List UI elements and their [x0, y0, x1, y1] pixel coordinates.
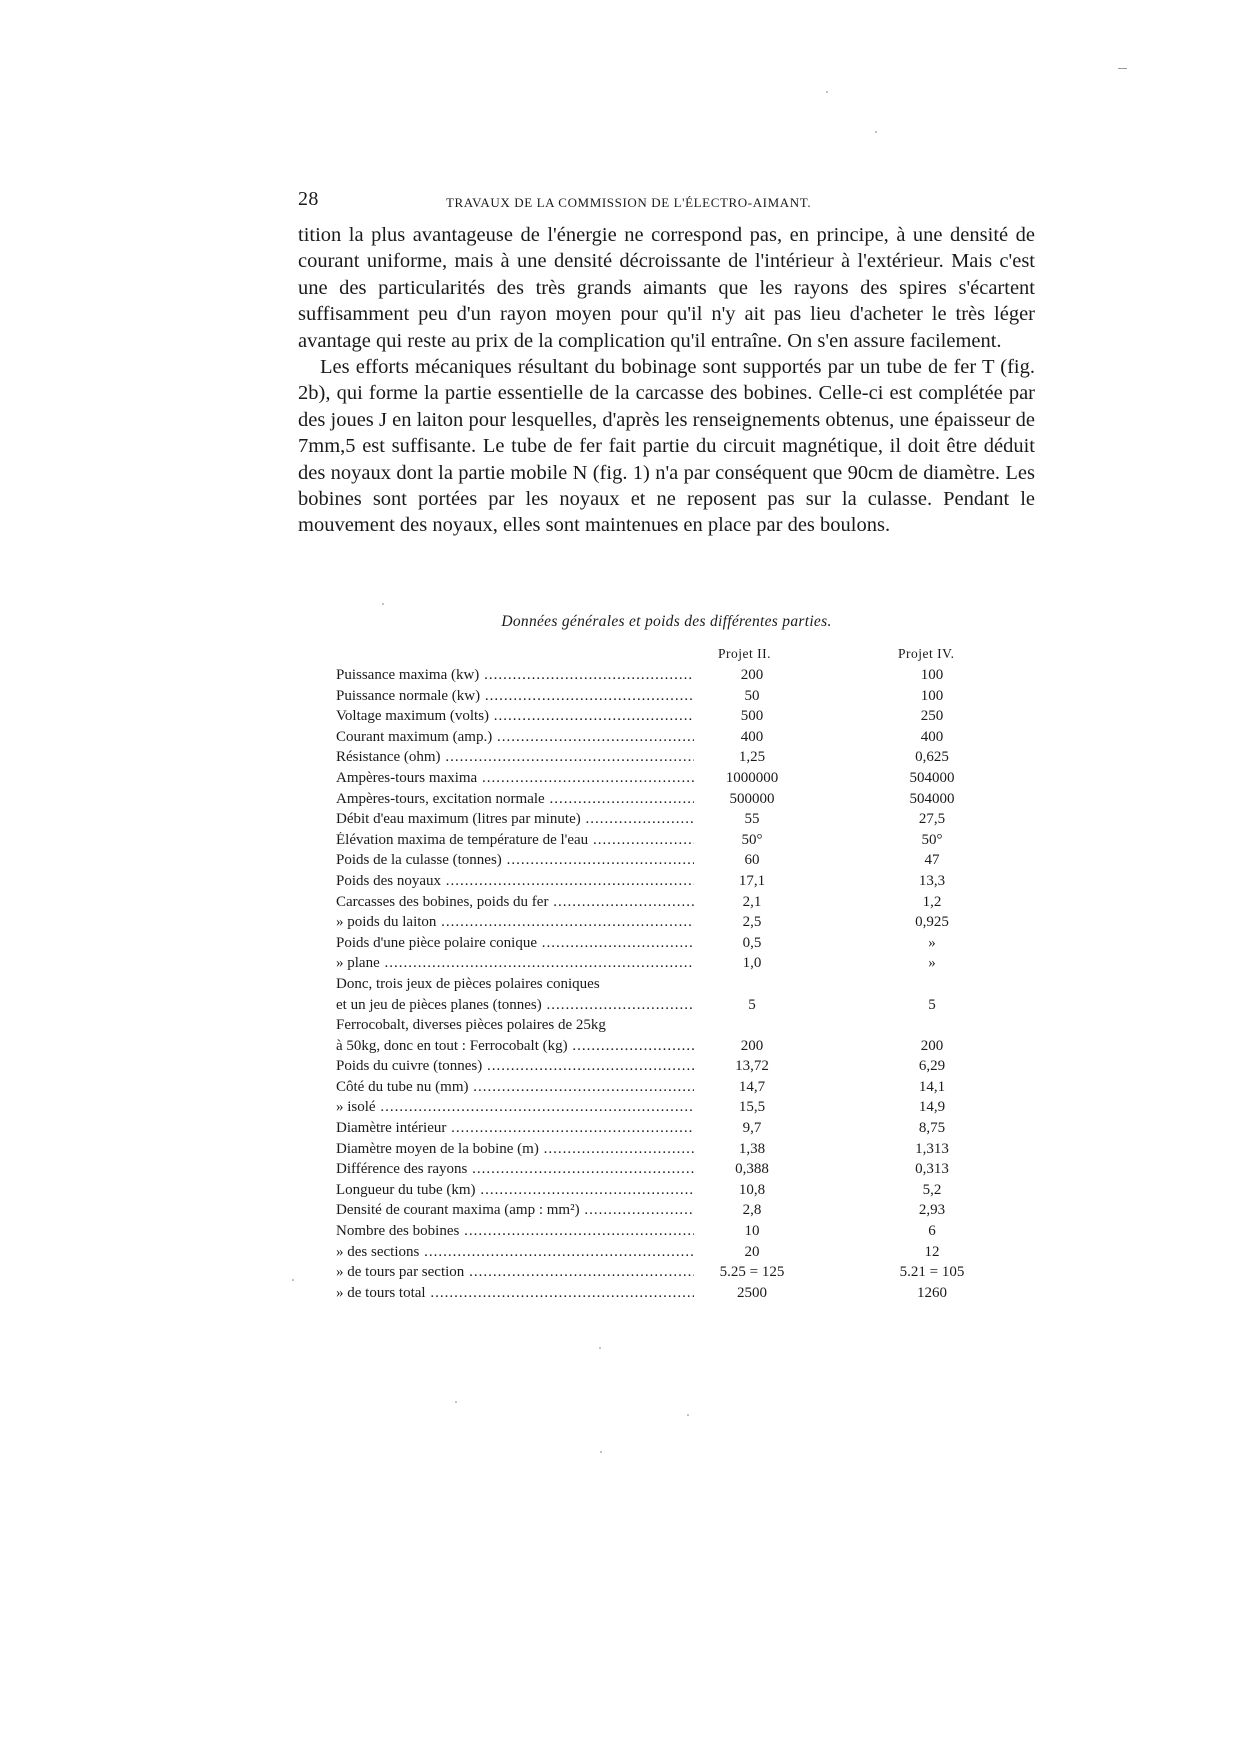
value-projet-4: 0,313 — [915, 1161, 949, 1178]
value-projet-4: 8,75 — [918, 1120, 946, 1137]
value-projet-4: 14,1 — [918, 1078, 946, 1095]
value-projet-2: 1,0 — [742, 955, 762, 972]
row-label: Résistance (ohm) ..... — [336, 749, 694, 766]
row-label: Poids d'une pièce polaire conique ..... — [336, 935, 694, 952]
column-header-projet-2: Projet II. — [718, 646, 771, 661]
value-projet-4: 100 — [920, 667, 944, 683]
value-projet-2: 0,388 — [735, 1161, 769, 1178]
value-projet-4: 1,313 — [915, 1140, 949, 1157]
value-projet-2: 0,5 — [742, 934, 762, 951]
value-projet-4: 47 — [924, 852, 940, 869]
value-projet-2: 5 — [748, 996, 756, 1013]
value-projet-4: 200 — [920, 1037, 944, 1054]
value-projet-4: » — [928, 955, 936, 972]
value-projet-2: 13,72 — [735, 1058, 769, 1075]
row-label: Puissance normale (kw) ..... — [336, 688, 694, 705]
row-label: Poids du cuivre (tonnes) ..... — [336, 1058, 694, 1075]
value-projet-2: 1,38 — [738, 1140, 766, 1157]
row-label: Nombre des bobines ..... — [336, 1223, 694, 1240]
value-projet-2: 200 — [740, 1037, 764, 1054]
value-projet-2: 17,1 — [738, 872, 766, 889]
row-label: Ferrocobalt, diverses pièces polaires de 25kg — [336, 1017, 606, 1034]
value-projet-4: 0,925 — [915, 914, 949, 931]
row-label: Longueur du tube (km) ..... — [336, 1182, 694, 1199]
row-label: Donc, trois jeux de pièces polaires coniques — [336, 975, 600, 992]
row-label: » plane ..... — [336, 955, 694, 972]
row-label: et un jeu de pièces planes (tonnes) ..... — [336, 997, 694, 1014]
value-projet-2: 2500 — [737, 1284, 767, 1301]
value-projet-2: 5.25 = 125 — [719, 1264, 785, 1281]
value-projet-2: 50° — [741, 831, 763, 848]
row-label: Poids des noyaux ..... — [336, 873, 694, 890]
value-projet-4: 5,2 — [922, 1181, 942, 1198]
value-projet-2: 500 — [740, 708, 764, 725]
row-label: Diamètre intérieur ..... — [336, 1120, 694, 1137]
value-projet-4: 0,625 — [915, 749, 949, 766]
value-projet-2: 15,5 — [738, 1099, 766, 1116]
value-projet-4: 6 — [928, 1223, 936, 1240]
value-projet-2: 55 — [744, 811, 760, 828]
row-label: » de tours total ..... — [336, 1285, 694, 1302]
value-projet-4: 50° — [921, 831, 943, 848]
value-projet-4: 5 — [928, 996, 936, 1013]
value-projet-4: 5.21 = 105 — [899, 1264, 965, 1281]
row-label: Débit d'eau maximum (litres par minute) ..... — [336, 811, 694, 828]
row-label: Voltage maximum (volts) ..... — [336, 708, 694, 725]
value-projet-2: 10,8 — [738, 1181, 766, 1198]
table-caption: Données générales et poids des différentes parties. — [501, 613, 832, 630]
row-label: Côté du tube nu (mm) ..... — [336, 1079, 694, 1096]
column-header-projet-4: Projet IV. — [898, 646, 955, 661]
value-projet-2: 14,7 — [738, 1078, 766, 1095]
row-label: Densité de courant maxima (amp : mm²) ..... — [336, 1202, 694, 1219]
value-projet-4: 100 — [920, 687, 944, 704]
value-projet-2: 60 — [744, 852, 760, 869]
row-label: » isolé ..... — [336, 1099, 694, 1116]
value-projet-4: 250 — [920, 708, 944, 725]
running-title: TRAVAUX DE LA COMMISSION DE L'ÉLECTRO-AIMANT. — [446, 195, 812, 210]
row-label: » des sections ..... — [336, 1244, 694, 1261]
value-projet-2: 400 — [740, 728, 764, 745]
value-projet-2: 2,5 — [742, 914, 762, 931]
value-projet-2: 200 — [740, 667, 764, 683]
value-projet-2: 50 — [744, 687, 760, 704]
value-projet-4: 400 — [920, 728, 944, 745]
value-projet-4: 14,9 — [918, 1099, 946, 1116]
row-label: Courant maximum (amp.) ..... — [336, 729, 694, 746]
value-projet-2: 9,7 — [742, 1120, 762, 1137]
row-label: à 50kg, donc en tout : Ferrocobalt (kg) ..... — [336, 1038, 694, 1055]
value-projet-2: 10 — [744, 1223, 760, 1240]
value-projet-4: 1,2 — [922, 893, 942, 910]
value-projet-4: 6,29 — [918, 1058, 946, 1075]
page-number: 28 — [298, 188, 319, 210]
value-projet-4: 1260 — [917, 1284, 947, 1301]
value-projet-4: 27,5 — [918, 811, 946, 828]
value-projet-4: 13,3 — [918, 872, 946, 889]
value-projet-2: 2,1 — [742, 893, 762, 910]
value-projet-4: 504000 — [909, 790, 955, 807]
row-label: Diamètre moyen de la bobine (m) ..... — [336, 1141, 694, 1158]
row-label: Élévation maxima de température de l'eau ..... — [336, 832, 694, 849]
row-label: » de tours par section ..... — [336, 1264, 694, 1281]
row-label: Ampères-tours maxima ..... — [336, 770, 694, 787]
value-projet-2: 1000000 — [725, 769, 779, 786]
row-label: Poids de la culasse (tonnes) ..... — [336, 852, 694, 869]
row-label: Ampères-tours, excitation normale ..... — [336, 791, 694, 808]
row-label: Carcasses des bobines, poids du fer ..... — [336, 894, 694, 911]
row-label: » poids du laiton ..... — [336, 914, 694, 931]
value-projet-4: 12 — [924, 1243, 940, 1260]
value-projet-2: 20 — [744, 1243, 760, 1260]
row-label: Différence des rayons ..... — [336, 1161, 694, 1178]
value-projet-4: 2,93 — [918, 1202, 946, 1219]
value-projet-4: 504000 — [909, 769, 955, 786]
row-label: Puissance maxima (kw) ..... — [336, 667, 694, 684]
paragraph-2: Les efforts mécaniques résultant du bobinage sont supportés par un tube de fer T (fig. 2b), qui forme la partie essentielle de la carcasse des bobines. Celle-ci est complétée par des joues J en laiton pour lesquelles, d'après les renseignements obtenus, une épaisseur de 7mm,5 est suffisante. Le tube de fer fait partie du circuit magnétique, il doit être déduit des noyaux dont la partie mobile N (fig. 1) n'a par conséquent que 90cm de diamètre. Les bobines sont portées par les noyaux et ne reposent pas sur la culasse. Pendant le mouvement des noyaux, elles sont maintenues en place par des boulons. — [298, 356, 1035, 537]
value-projet-2: 1,25 — [738, 749, 766, 766]
value-projet-4: » — [928, 934, 936, 951]
value-projet-2: 500000 — [729, 790, 775, 807]
paragraph-1: tition la plus avantageuse de l'énergie ne correspond pas, en principe, à une densité de courant uniforme, mais à une densité décroissante de l'intérieur à l'extérieur. Mais c'est une des particularités des très grands aimants que les rayons des spires s'écartent suffisamment peu d'un rayon moyen pour qu'il n'y ait pas lieu d'acheter le très léger avantage qui reste au prix de la complication qu'il entraîne. On s'en assure facilement. — [298, 224, 1035, 352]
value-projet-2: 2,8 — [742, 1202, 762, 1219]
